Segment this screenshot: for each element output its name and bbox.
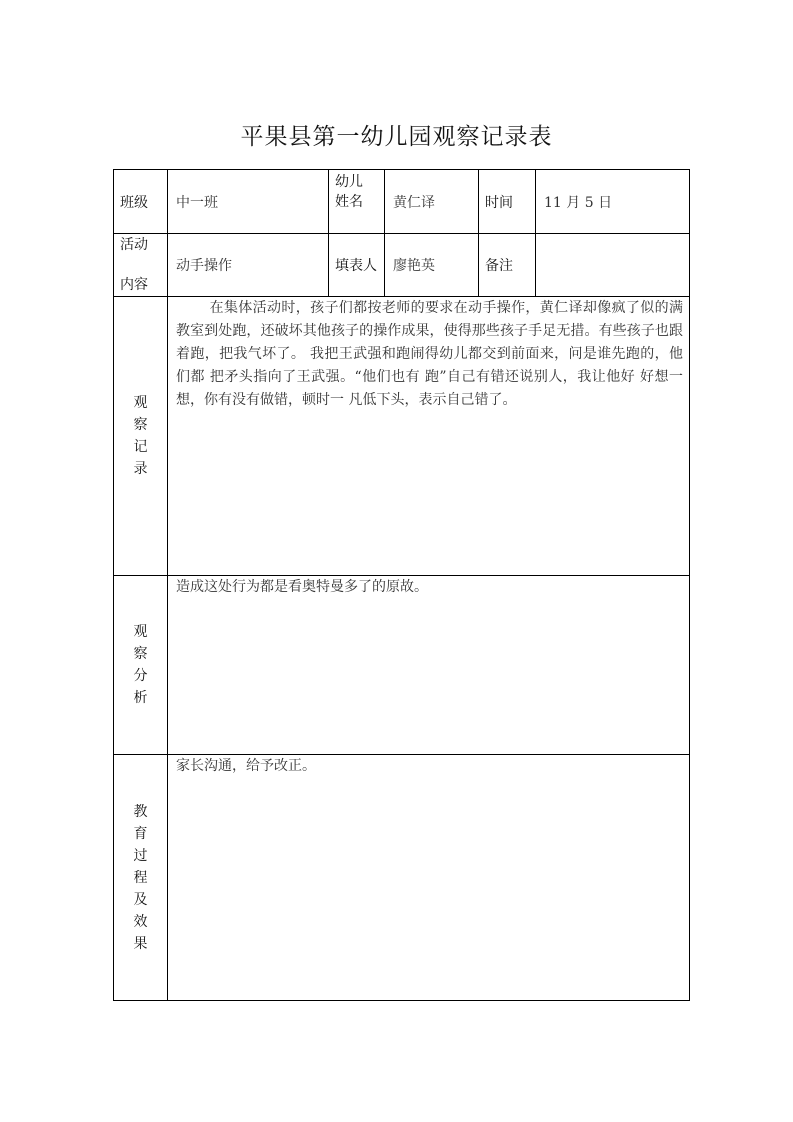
analysis-label-char: 观	[133, 624, 148, 640]
class-label: 班级	[114, 170, 168, 234]
activity-content-value: 动手操作	[168, 234, 329, 297]
education-label-char: 过	[133, 847, 148, 864]
observation-row	[114, 297, 690, 576]
observation-record-text: 在集体活动时，孩子们都按老师的要求在动手操作，黄仁译却像疯了似的满教室到处跑，还破坏其他孩子的操作成果，使得那些孩子手足无措。有些孩子也跟着跑，把我气坏了。 我把王武强和跑闹得幼儿都交到前面来，问是谁先跑的，他们都 把矛头指向了王武强。“他们也有 跑”自己有错还说别人，我让他好 好想一想，你有没有做错，顿时一 凡低下头，表示自己错了。	[176, 300, 683, 408]
analysis-label-char: 析	[133, 690, 148, 706]
child-name-label	[329, 170, 385, 234]
child-name-value: 黄仁译	[385, 170, 479, 234]
education-label-char: 程	[133, 869, 148, 886]
child-name-label-line2: 姓名	[335, 194, 363, 210]
analysis-row	[114, 576, 690, 755]
time-label: 时间	[479, 170, 536, 234]
education-label-char: 教	[133, 803, 148, 820]
remark-value	[536, 234, 690, 297]
education-process-text: 家长沟通，给予改正。	[176, 758, 316, 774]
observation-record-label	[114, 297, 168, 576]
education-label-char: 效	[133, 913, 148, 930]
observation-label-char: 录	[133, 461, 148, 477]
observation-label-char: 记	[133, 439, 148, 455]
observation-record-table	[113, 169, 690, 1001]
activity-row	[114, 234, 690, 297]
observation-analysis-label	[114, 576, 168, 755]
observation-label-char: 观	[133, 395, 148, 411]
observation-record-cell	[168, 297, 690, 576]
activity-label-line2: 内容	[120, 277, 148, 293]
class-value: 中一班	[168, 170, 329, 234]
education-row	[114, 755, 690, 1001]
education-label-char: 及	[133, 891, 148, 908]
education-process-cell	[168, 755, 690, 1001]
header-row	[114, 170, 690, 234]
filler-label: 填表人	[329, 234, 385, 297]
activity-label-line1: 活动	[120, 237, 148, 253]
analysis-label-char: 察	[133, 646, 148, 662]
filler-value: 廖艳英	[385, 234, 479, 297]
observation-label-char: 察	[133, 417, 148, 433]
time-value: 11 月 5 日	[536, 170, 690, 234]
activity-content-label	[114, 234, 168, 297]
analysis-label-char: 分	[133, 668, 148, 684]
education-label-char: 果	[133, 935, 148, 952]
remark-label: 备注	[479, 234, 536, 297]
education-process-label	[114, 755, 168, 1001]
child-name-label-line1: 幼儿	[335, 174, 363, 190]
observation-analysis-text: 造成这处行为都是看奥特曼多了的原故。	[176, 579, 428, 595]
education-label-char: 育	[133, 825, 148, 842]
observation-analysis-cell	[168, 576, 690, 755]
page-title: 平果县第一幼儿园观察记录表	[240, 124, 553, 150]
